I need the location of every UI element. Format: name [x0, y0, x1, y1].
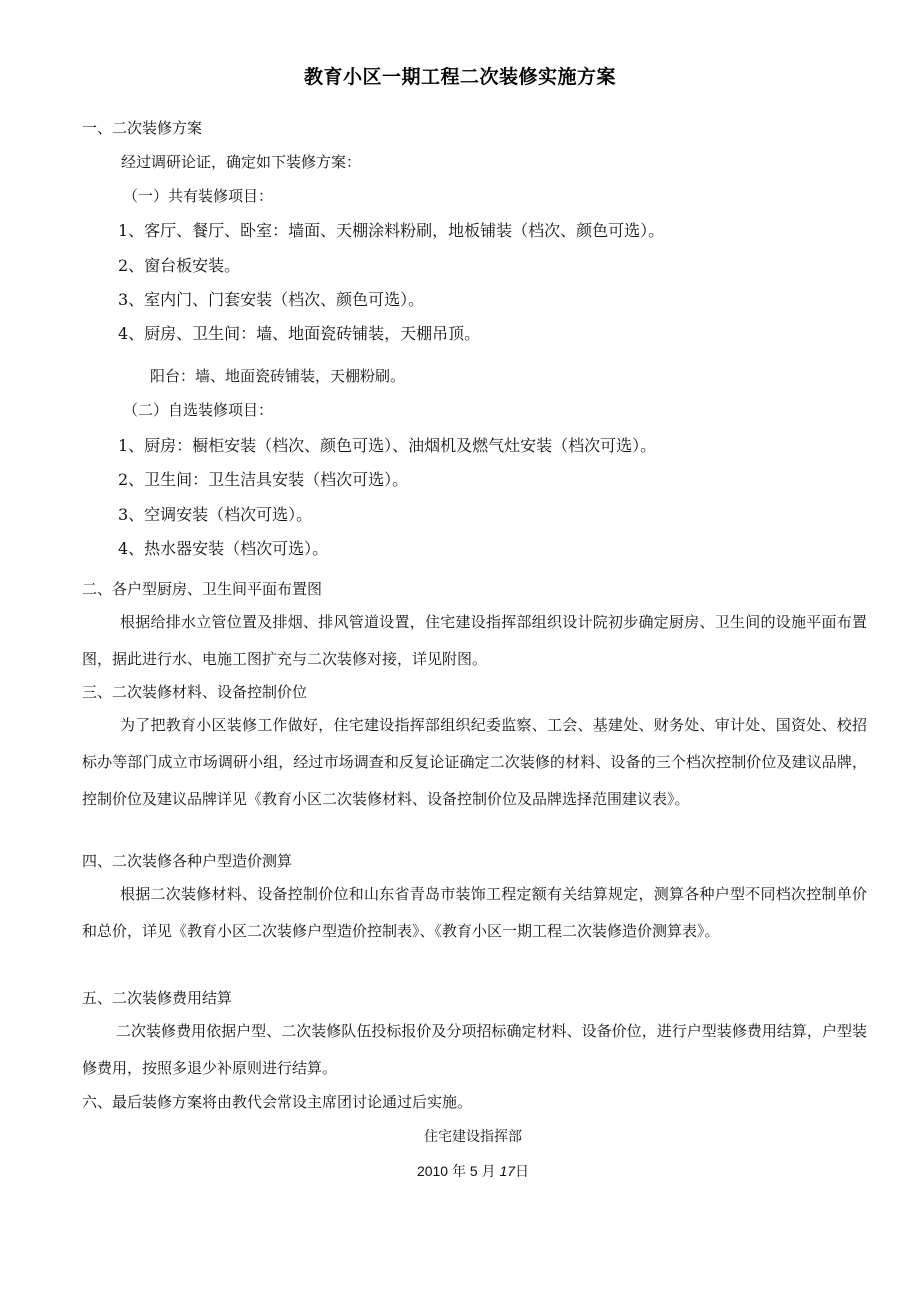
- section-4-body: 根据二次装修材料、设备控制价位和山东省青岛市装饰工程定额有关结算规定，测算各种户型不同档次控制单价和总价，详见《教育小区二次装修户型造价控制表》、《教育小区一期工程二次装修造价测算表》。: [82, 885, 867, 940]
- optional-item-2: 2、卫生间：卫生洁具安装（档次可选）。: [118, 470, 409, 489]
- optional-item-1: 1、厨房：橱柜安装（档次、颜色可选）、油烟机及燃气灶安装（档次可选）。: [118, 436, 657, 455]
- section-2-heading: 二、各户型厨房、卫生间平面布置图: [82, 580, 323, 598]
- section-5-heading: 五、二次装修费用结算: [82, 989, 233, 1007]
- date-month-unit: 月: [477, 1163, 500, 1179]
- date-month: 5: [469, 1163, 478, 1179]
- signature-org: 住宅建设指挥部: [424, 1129, 522, 1145]
- section-1-heading: 一、二次装修方案: [82, 119, 203, 137]
- section-3-body: 为了把教育小区装修工作做好，住宅建设指挥部组织纪委监察、工会、基建处、财务处、审计处、国资处、校招标办等部门成立市场调研小组，经过市场调查和反复论证确定二次装修的材料、设备的三个档次控制价位及建议品牌，控制价位及建议品牌详见《教育小区二次装修材料、设备控制价位及品牌选择范围建议表》。: [82, 716, 867, 808]
- section-2-body: 根据给排水立管位置及排烟、排风管道设置，住宅建设指挥部组织设计院初步确定厨房、卫生间的设施平面布置图，据此进行水、电施工图扩充与二次装修对接，详见附图。: [82, 613, 867, 668]
- date-day-unit: 日: [515, 1163, 530, 1179]
- section-5-body: 二次装修费用依据户型、二次装修队伍投标报价及分项招标确定材料、设备价位，进行户型装修费用结算，户型装修费用，按照多退少补原则进行结算。: [82, 1022, 867, 1077]
- shared-item-1: 1、客厅、餐厅、卧室：墙面、天棚涂料粉刷，地板铺装（档次、颜色可选）。: [118, 221, 665, 240]
- optional-item-4: 4、热水器安装（档次可选）。: [118, 539, 329, 558]
- document-title: 教育小区一期工程二次装修实施方案: [303, 66, 616, 88]
- optional-items-heading: （二）自选装修项目：: [123, 401, 274, 419]
- signature-date: [0, 1161, 920, 1181]
- section-3-heading: 三、二次装修材料、设备控制价位: [82, 683, 308, 701]
- shared-item-4: 4、厨房、卫生间：墙、地面瓷砖铺装，天棚吊顶。: [118, 324, 481, 343]
- shared-item-2: 2、窗台板安装。: [118, 256, 241, 275]
- optional-item-3: 3、空调安装（档次可选）。: [118, 505, 313, 524]
- shared-items-heading: （一）共有装修项目：: [123, 187, 274, 205]
- section-6-text: 六、最后装修方案将由教代会常设主席团讨论通过后实施。: [82, 1093, 473, 1111]
- shared-item-3: 3、室内门、门套安装（档次、颜色可选）。: [118, 290, 425, 309]
- date-day: 17: [499, 1163, 516, 1179]
- section-4-heading: 四、二次装修各种户型造价测算: [82, 852, 293, 870]
- date-year-unit: 年: [448, 1163, 470, 1179]
- date-year: 2010: [416, 1163, 449, 1179]
- balcony-item: 阳台：墙、地面瓷砖铺装，天棚粉刷。: [150, 367, 406, 385]
- section-1-intro: 经过调研论证，确定如下装修方案：: [121, 153, 362, 171]
